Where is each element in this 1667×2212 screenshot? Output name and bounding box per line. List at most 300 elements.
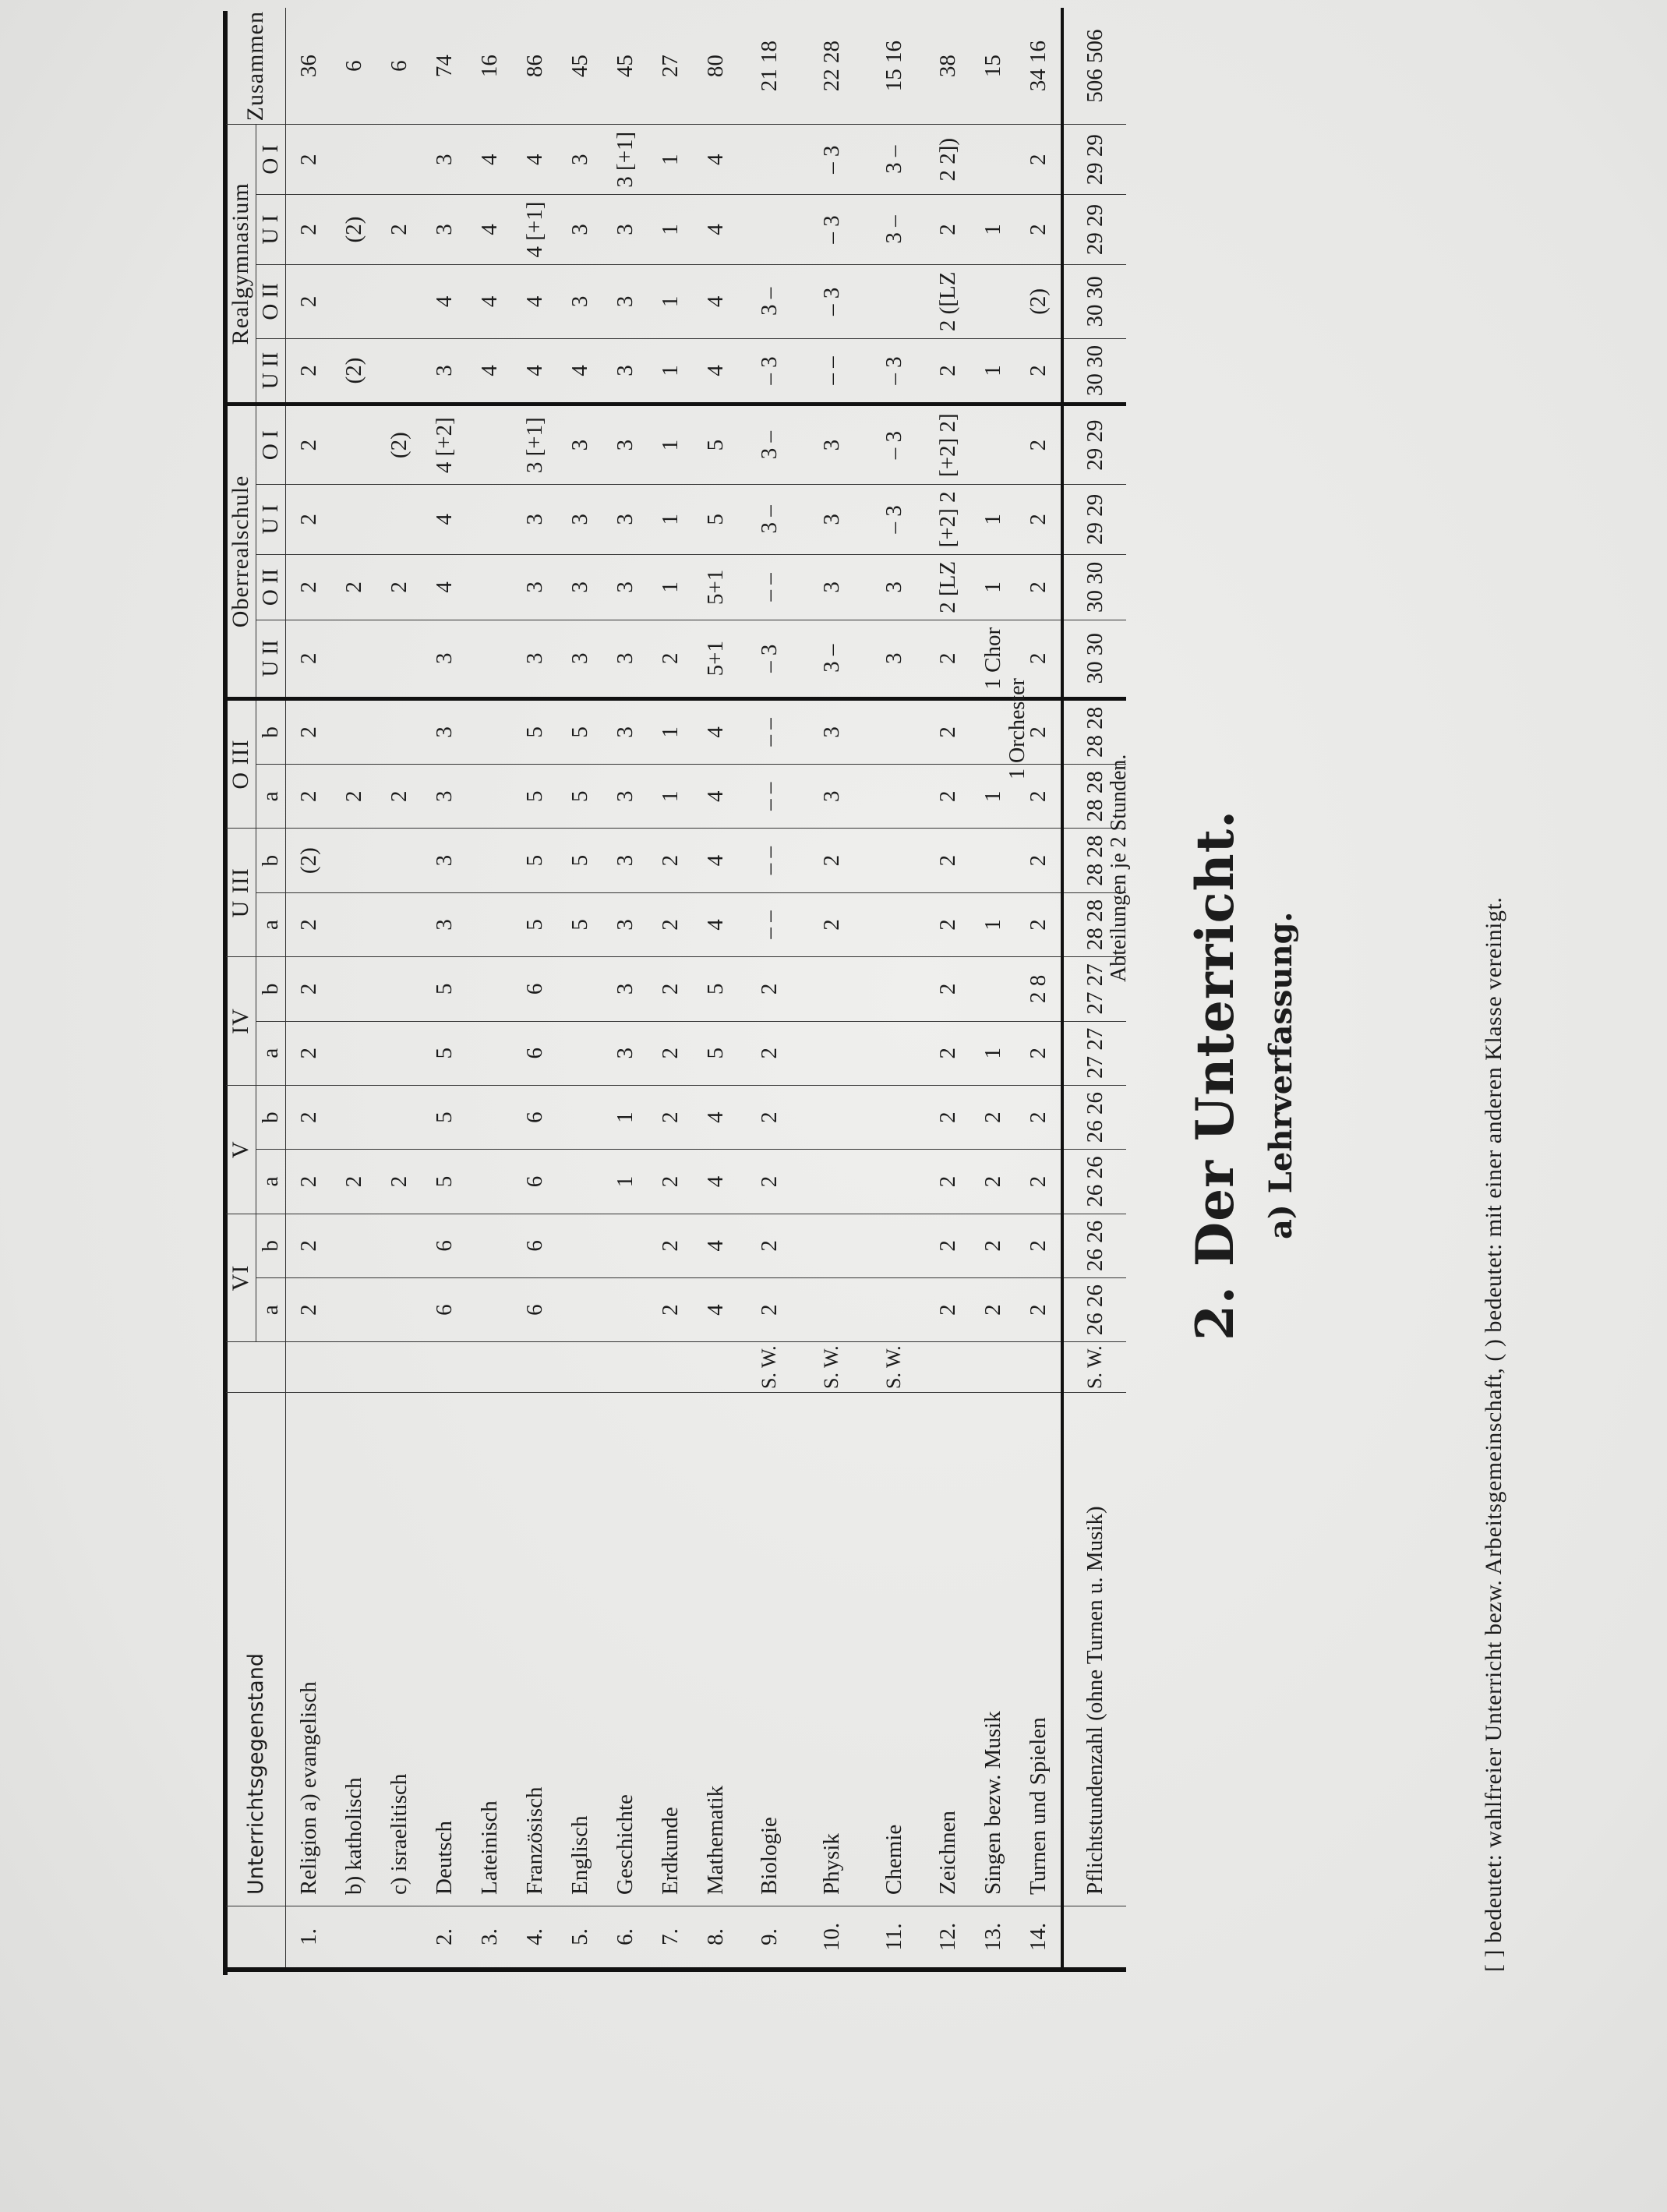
hours-cell: 4 — [512, 338, 557, 405]
hours-cell: 1 — [648, 698, 693, 765]
hours-cell: 3 — [557, 195, 602, 265]
row-subject: Singen bezw. Musik — [970, 1393, 1015, 1906]
hours-cell — [557, 1214, 602, 1277]
row-season — [467, 1342, 512, 1393]
row-subject: c) israelitisch — [376, 1393, 422, 1906]
hours-cell: 5 — [422, 1021, 467, 1085]
hours-cell: 3 – — [738, 405, 800, 485]
music-note-orchester: 1 Orchester — [1005, 678, 1030, 779]
hours-cell: 2 — [925, 195, 970, 265]
hours-cell: 4 [+2] — [422, 405, 467, 485]
hours-cell: 1 — [602, 1085, 648, 1149]
hours-cell: 2 — [286, 1277, 332, 1341]
table-row — [648, 8, 693, 1970]
hours-cell: 1 — [648, 195, 693, 265]
row-season — [602, 1342, 648, 1393]
hours-cell: 2 — [286, 264, 332, 338]
header-class-v: V — [226, 1085, 256, 1214]
row-total: 74 — [422, 8, 467, 125]
header-sub: O I — [256, 125, 286, 195]
hours-cell — [557, 1085, 602, 1149]
hours-cell: – 3 — [738, 338, 800, 405]
hours-cell: 5 — [422, 1150, 467, 1214]
hours-cell — [376, 1277, 422, 1341]
table-row — [738, 8, 800, 1970]
hours-cell — [376, 125, 422, 195]
hours-cell: 3 – — [738, 485, 800, 555]
hours-cell — [863, 698, 925, 765]
hours-cell: 2 ([LZ — [925, 264, 970, 338]
header-sub: b — [256, 698, 286, 765]
hours-cell — [376, 485, 422, 555]
row-total: 16 — [467, 8, 512, 125]
header-row-groups — [226, 8, 256, 1970]
page-title: 2. Der Unterricht. — [1185, 809, 1245, 1341]
hours-cell: 26 26 — [1062, 1277, 1126, 1341]
table-row — [286, 8, 332, 1970]
hours-cell: 1 — [970, 892, 1015, 956]
hours-cell: 3 — [800, 485, 863, 555]
table-row — [925, 8, 970, 1970]
hours-cell: 2 — [1015, 620, 1062, 698]
hours-cell: 6 — [512, 1021, 557, 1085]
hours-cell: – 3 — [800, 125, 863, 195]
hours-cell: 2 — [1015, 698, 1062, 765]
row-number: 7. — [648, 1906, 693, 1970]
hours-cell: 28 28 — [1062, 698, 1126, 765]
hours-cell: – – — [738, 554, 800, 620]
hours-cell — [970, 829, 1015, 892]
hours-cell — [863, 1085, 925, 1149]
hours-cell: 6 — [512, 1150, 557, 1214]
row-number: 14. — [1015, 1906, 1062, 1970]
row-subject: Turnen und Spielen — [1015, 1393, 1062, 1906]
hours-cell: 2 — [648, 829, 693, 892]
row-subject: Geschichte — [602, 1393, 648, 1906]
hours-cell: 1 — [648, 405, 693, 485]
header-season — [226, 1342, 286, 1393]
hours-cell: [+2] 2 — [925, 485, 970, 555]
header-sub: b — [256, 1085, 286, 1149]
hours-cell: – – — [738, 829, 800, 892]
row-number: 9. — [738, 1906, 800, 1970]
hours-cell: 2 [LZ — [925, 554, 970, 620]
hours-cell: (2) — [286, 829, 332, 892]
hours-cell: 2 — [331, 765, 376, 829]
hours-cell: 3 – — [863, 125, 925, 195]
hours-cell: 3 — [602, 829, 648, 892]
hours-cell: 2 — [286, 620, 332, 698]
hours-cell: 4 — [693, 1277, 738, 1341]
row-total: 38 — [925, 8, 970, 125]
row-season: S. W. — [863, 1342, 925, 1393]
hours-cell — [467, 1277, 512, 1341]
hours-cell: 2 — [286, 338, 332, 405]
hours-cell: 2 — [286, 892, 332, 956]
hours-cell: 2 — [925, 829, 970, 892]
hours-cell: 2 — [648, 1214, 693, 1277]
hours-cell — [863, 829, 925, 892]
hours-cell: 2 — [286, 957, 332, 1021]
row-season — [1015, 1342, 1062, 1393]
row-subject: Physik — [800, 1393, 863, 1906]
hours-cell: 3 — [602, 765, 648, 829]
hours-cell: 3 — [422, 892, 467, 956]
hours-cell: 5 — [557, 829, 602, 892]
hours-cell: 3 — [863, 554, 925, 620]
hours-cell: 5 — [512, 698, 557, 765]
hours-cell — [800, 1085, 863, 1149]
row-season — [512, 1342, 557, 1393]
hours-cell: 3 – — [863, 195, 925, 265]
row-subject: Biologie — [738, 1393, 800, 1906]
hours-cell: 2 — [925, 1214, 970, 1277]
hours-cell: 4 — [693, 1214, 738, 1277]
hours-cell: 3 — [800, 765, 863, 829]
hours-cell: (2) — [376, 405, 422, 485]
hours-cell — [331, 957, 376, 1021]
hours-cell: 28 28 — [1062, 829, 1126, 892]
hours-cell: 2 — [800, 892, 863, 956]
hours-cell: – 3 — [738, 620, 800, 698]
hours-cell: 4 — [467, 125, 512, 195]
hours-cell: 3 — [557, 405, 602, 485]
hours-cell — [738, 195, 800, 265]
header-sub: b — [256, 1214, 286, 1277]
hours-cell — [602, 1277, 648, 1341]
hours-cell: 5 — [512, 892, 557, 956]
hours-cell: – – — [738, 698, 800, 765]
hours-cell — [467, 1214, 512, 1277]
hours-cell: – 3 — [800, 195, 863, 265]
table-row — [376, 8, 422, 1970]
hours-cell: 4 — [693, 1085, 738, 1149]
hours-cell: 3 — [602, 620, 648, 698]
hours-cell: 3 [+1] — [512, 405, 557, 485]
hours-cell: 29 29 — [1062, 485, 1126, 555]
hours-cell — [467, 1021, 512, 1085]
row-season: S. W. — [800, 1342, 863, 1393]
hours-cell: 4 — [467, 338, 512, 405]
hours-cell — [863, 892, 925, 956]
hours-cell — [376, 698, 422, 765]
header-sub: a — [256, 892, 286, 956]
hours-cell: (2) — [1015, 264, 1062, 338]
hours-cell — [467, 405, 512, 485]
hours-cell: 1 — [648, 264, 693, 338]
row-season — [286, 1342, 332, 1393]
hours-cell: 3 — [422, 620, 467, 698]
hours-cell — [557, 1277, 602, 1341]
hours-cell: 2 2]) — [925, 125, 970, 195]
hours-cell — [376, 620, 422, 698]
hours-cell: 2 — [376, 765, 422, 829]
hours-cell: 28 28 — [1062, 765, 1126, 829]
row-total: 36 — [286, 8, 332, 125]
hours-cell: 3 — [557, 485, 602, 555]
hours-cell: – 3 — [863, 485, 925, 555]
hours-cell: 27 27 — [1062, 1021, 1126, 1085]
header-total: Zusammen — [226, 8, 286, 125]
rotated-table-page — [218, 11, 1512, 1995]
hours-cell: 5 — [693, 957, 738, 1021]
hours-cell: (2) — [331, 195, 376, 265]
row-total: 86 — [512, 8, 557, 125]
row-total: 6 — [376, 8, 422, 125]
hours-cell — [467, 829, 512, 892]
table-row — [557, 8, 602, 1970]
hours-cell — [863, 1277, 925, 1341]
table-row — [512, 8, 557, 1970]
row-number: 13. — [970, 1906, 1015, 1970]
hours-cell: 6 — [512, 957, 557, 1021]
hours-cell: 1 — [648, 125, 693, 195]
hours-cell: 2 — [286, 1085, 332, 1149]
hours-cell: 3 — [602, 405, 648, 485]
row-subject: Englisch — [557, 1393, 602, 1906]
hours-cell — [376, 1021, 422, 1085]
hours-cell: 2 — [376, 1150, 422, 1214]
hours-cell — [331, 620, 376, 698]
hours-cell: 2 — [925, 1021, 970, 1085]
hours-cell: 6 — [512, 1085, 557, 1149]
hours-cell: 2 — [648, 1150, 693, 1214]
hours-cell: 5 — [512, 829, 557, 892]
hours-cell: 3 — [863, 620, 925, 698]
hours-cell: 4 — [512, 125, 557, 195]
hours-cell: 4 — [693, 765, 738, 829]
hours-cell: 4 — [693, 1150, 738, 1214]
hours-cell — [863, 957, 925, 1021]
hours-cell: 3 — [512, 620, 557, 698]
header-class-vi: VI — [226, 1214, 256, 1342]
hours-cell: 3 — [557, 554, 602, 620]
hours-cell: 3 — [800, 698, 863, 765]
hours-cell: 3 — [800, 554, 863, 620]
hours-cell: 2 — [738, 1277, 800, 1341]
row-season — [422, 1342, 467, 1393]
row-season: S. W. — [738, 1342, 800, 1393]
hours-cell: 2 — [800, 829, 863, 892]
hours-cell — [970, 957, 1015, 1021]
hours-cell — [863, 1150, 925, 1214]
hours-cell: 30 30 — [1062, 264, 1126, 338]
hours-cell: 2 — [286, 195, 332, 265]
hours-cell: 2 — [738, 957, 800, 1021]
hours-cell: 2 — [738, 1214, 800, 1277]
hours-cell: 3 – — [738, 264, 800, 338]
table-row — [1062, 8, 1126, 1970]
hours-cell: 5 — [693, 485, 738, 555]
hours-cell — [331, 125, 376, 195]
row-number: 2. — [422, 1906, 467, 1970]
hours-cell: 2 — [1015, 554, 1062, 620]
row-subject: Mathematik — [693, 1393, 738, 1906]
hours-cell — [331, 485, 376, 555]
row-subject: Religion a) evangelisch — [286, 1393, 332, 1906]
hours-cell — [376, 338, 422, 405]
row-season — [925, 1342, 970, 1393]
hours-cell: 3 — [602, 892, 648, 956]
hours-cell: 6 — [512, 1214, 557, 1277]
hours-cell: 2 — [286, 698, 332, 765]
row-number: 12. — [925, 1906, 970, 1970]
table-row — [1015, 8, 1062, 1970]
hours-cell: 3 [+1] — [602, 125, 648, 195]
header-sub: a — [256, 1150, 286, 1214]
hours-cell — [970, 405, 1015, 485]
hours-cell: 4 [+1] — [512, 195, 557, 265]
hours-cell — [467, 957, 512, 1021]
hours-cell — [376, 1214, 422, 1277]
table-row — [863, 8, 925, 1970]
hours-cell: 4 — [693, 892, 738, 956]
row-subject: b) katholisch — [331, 1393, 376, 1906]
table-row — [800, 8, 863, 1970]
hours-cell: 2 — [1015, 765, 1062, 829]
table-row — [970, 8, 1015, 1970]
row-total: 27 — [648, 8, 693, 125]
row-subject: Zeichnen — [925, 1393, 970, 1906]
hours-cell — [800, 1214, 863, 1277]
row-subject: Lateinisch — [467, 1393, 512, 1906]
row-season — [970, 1342, 1015, 1393]
header-realgymnasium: Realgymnasium — [226, 125, 256, 405]
hours-cell: – – — [800, 338, 863, 405]
header-subject: Unterrichtsgegenstand — [226, 1393, 286, 1906]
table-row — [602, 8, 648, 1970]
hours-cell — [376, 264, 422, 338]
hours-cell: 3 — [512, 554, 557, 620]
hours-cell: 2 — [1015, 125, 1062, 195]
hours-cell: 4 — [422, 264, 467, 338]
hours-cell — [800, 1021, 863, 1085]
hours-cell: 1 — [648, 485, 693, 555]
hours-cell: 3 — [422, 829, 467, 892]
hours-cell — [467, 892, 512, 956]
hours-cell: 2 — [286, 125, 332, 195]
hours-cell: 2 — [925, 1085, 970, 1149]
hours-cell: 5 — [422, 1085, 467, 1149]
hours-cell: 2 — [925, 1277, 970, 1341]
hours-cell: 2 — [925, 338, 970, 405]
hours-cell: 2 — [1015, 1277, 1062, 1341]
header-sub: U I — [256, 195, 286, 265]
hours-cell — [331, 1277, 376, 1341]
table-row — [467, 8, 512, 1970]
hours-cell: 4 — [693, 698, 738, 765]
header-sub: b — [256, 829, 286, 892]
hours-cell: 2 — [970, 1214, 1015, 1277]
hours-cell: 2 — [331, 554, 376, 620]
hours-cell: 1 — [648, 338, 693, 405]
row-season — [648, 1342, 693, 1393]
row-subject: Chemie — [863, 1393, 925, 1906]
hours-cell — [467, 1085, 512, 1149]
footnote: [ ] bedeutet: wahlfreier Unterricht bezw. Arbeitsgemeinschaft, ( ) bedeutet: mit einer anderen Klasse vereinigt. — [1481, 896, 1506, 1972]
row-total: 45 — [557, 8, 602, 125]
hours-cell: 5 — [512, 765, 557, 829]
row-number: 10. — [800, 1906, 863, 1970]
hours-cell: 5 — [693, 1021, 738, 1085]
hours-cell: 2 — [286, 554, 332, 620]
hours-cell: 2 — [925, 698, 970, 765]
hours-cell — [863, 1214, 925, 1277]
hours-cell: 2 — [925, 892, 970, 956]
hours-cell: 26 26 — [1062, 1214, 1126, 1277]
hours-cell — [467, 554, 512, 620]
hours-cell: 2 — [738, 1150, 800, 1214]
hours-cell: 2 — [286, 405, 332, 485]
header-sub: U I — [256, 485, 286, 555]
hours-cell: 2 — [1015, 405, 1062, 485]
hours-cell: 2 — [1015, 1085, 1062, 1149]
hours-cell: 1 — [970, 195, 1015, 265]
row-number: 6. — [602, 1906, 648, 1970]
hours-cell: 3 — [557, 264, 602, 338]
hours-cell — [863, 1021, 925, 1085]
header-sub: a — [256, 1277, 286, 1341]
row-total: 15 16 — [863, 8, 925, 125]
table-row — [693, 8, 738, 1970]
hours-cell: (2) — [331, 338, 376, 405]
hours-cell: 2 — [648, 1021, 693, 1085]
hours-cell: 3 — [602, 338, 648, 405]
row-subject: Pflichtstundenzahl (ohne Turnen u. Musik) — [1062, 1393, 1126, 1906]
music-note-abteilungen: Abteilungen je 2 Stunden. — [1107, 754, 1131, 982]
hours-cell: 30 30 — [1062, 554, 1126, 620]
hours-cell: 2 — [925, 765, 970, 829]
row-season — [557, 1342, 602, 1393]
hours-cell: 1 — [648, 554, 693, 620]
hours-cell: 2 — [1015, 1021, 1062, 1085]
hours-cell — [376, 957, 422, 1021]
hours-cell — [800, 1277, 863, 1341]
table-row — [331, 8, 376, 1970]
hours-cell: 2 — [738, 1085, 800, 1149]
header-sub: O I — [256, 405, 286, 485]
hours-cell: 3 — [602, 698, 648, 765]
row-total: 15 — [970, 8, 1015, 125]
hours-cell: 3 — [422, 698, 467, 765]
hours-cell — [970, 264, 1015, 338]
hours-cell — [331, 698, 376, 765]
hours-cell: 29 29 — [1062, 405, 1126, 485]
hours-cell: 1 — [970, 485, 1015, 555]
hours-cell: – – — [738, 765, 800, 829]
hours-cell: 2 — [376, 554, 422, 620]
hours-cell: – 3 — [863, 405, 925, 485]
hours-cell: 6 — [422, 1214, 467, 1277]
row-number: 5. — [557, 1906, 602, 1970]
header-sub: U II — [256, 338, 286, 405]
hours-cell — [331, 829, 376, 892]
hours-cell: 5+1 — [693, 554, 738, 620]
hours-cell: 4 — [693, 195, 738, 265]
header-class-iv: IV — [226, 957, 256, 1086]
row-number: 11. — [863, 1906, 925, 1970]
hours-cell: 4 — [422, 485, 467, 555]
hours-cell: 2 — [286, 765, 332, 829]
hours-cell: 26 26 — [1062, 1085, 1126, 1149]
hours-cell: 4 — [512, 264, 557, 338]
hours-cell: [+2] 2] — [925, 405, 970, 485]
header-oberrealschule: Oberrealschule — [226, 405, 256, 698]
hours-cell — [557, 957, 602, 1021]
hours-cell: 5 — [557, 892, 602, 956]
hours-cell — [467, 620, 512, 698]
row-total: 6 — [331, 8, 376, 125]
